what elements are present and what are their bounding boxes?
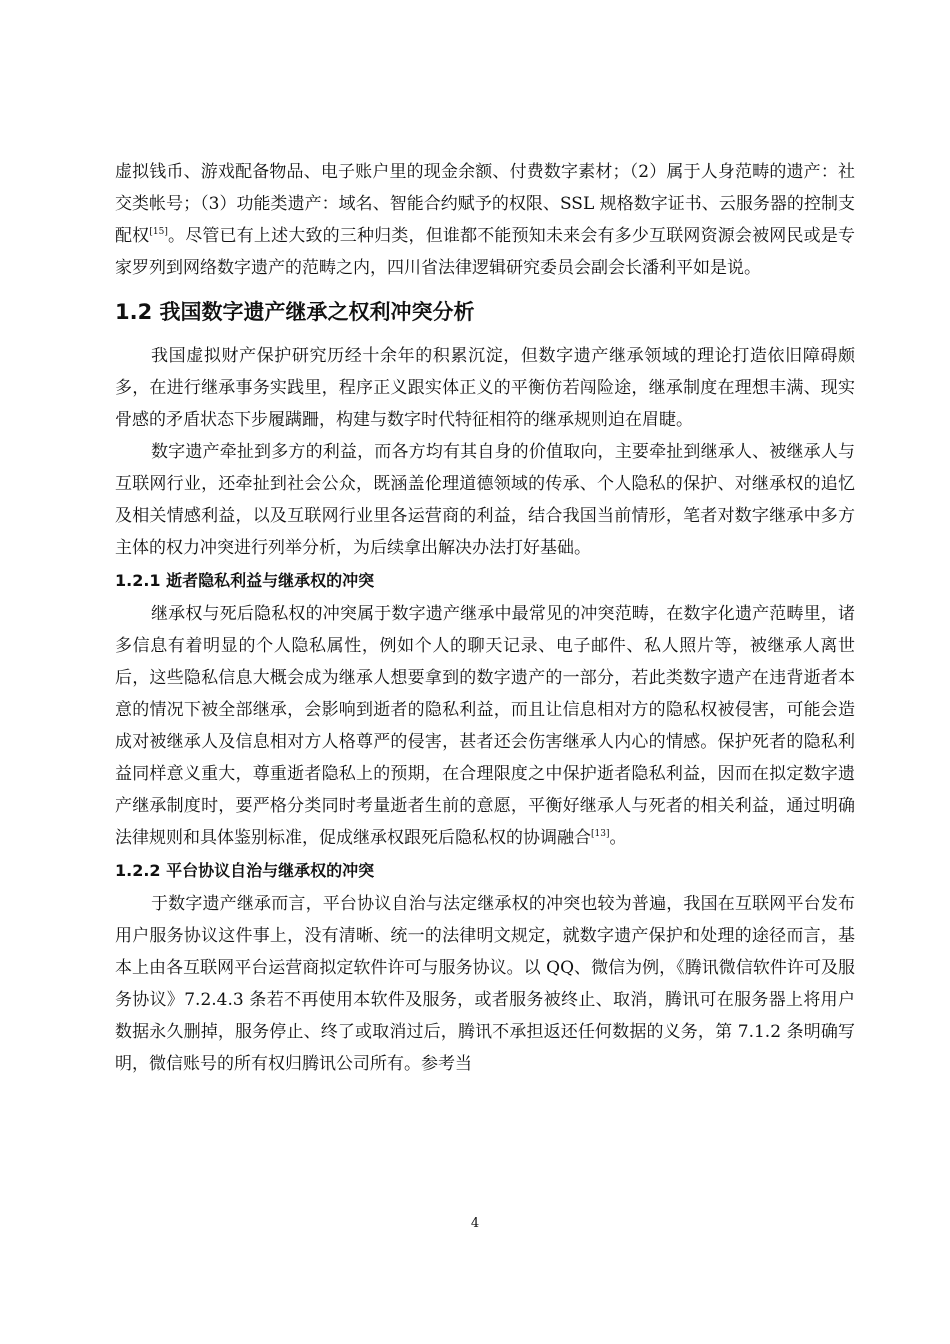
intro-text-continued: 。尽管已有上述大致的三种归类，但谁都不能预知未来会有多少互联网资源会被网民或是专家罗列到网络数字遗产的范畴之内，四川省法律逻辑研究委员会副会长潘利平如是说。 (115, 226, 855, 278)
section-heading-1-2-1: 1.2.1 逝者隐私利益与继承权的冲突 (115, 571, 375, 590)
section-heading-1-2-2: 1.2.2 平台协议自治与继承权的冲突 (115, 861, 375, 880)
section-1-2-2-paragraph: 于数字遗产继承而言，平台协议自治与法定继承权的冲突也较为普遍，我国在互联网平台发布用户服务协议这件事上，没有清晰、统一的法律明文规定，就数字遗产保护和处理的途径而言，基本上由各互联网平台运营商拟定软件许可与服务协议。以 QQ、微信为例，《腾讯微信软件许可及服务协议》7.2.4.3 条若不再使用本软件及服务，或者服务被终止、取消，腾讯可在服务器上将用户数据永久删掉，服务停止、终了或取消过后，腾讯不承担返还任何数据的义务，第 7.1.2 条明确写明，微信账号的所有权归腾讯公司所有。参考当 (115, 894, 855, 1074)
section-1-2-1-paragraph (115, 598, 855, 854)
section-1-2-paragraph-1: 我国虚拟财产保护研究历经十余年的积累沉淀，但数字遗产继承领域的理论打造依旧障碍颇多，在进行继承事务实践里，程序正义跟实体正义的平衡仿若闯险途，继承制度在理想丰满、现实骨感的矛盾状态下步履蹒跚，构建与数字时代特征相符的继承规则迫在眉睫。 (115, 346, 855, 430)
intro-text: 虚拟钱币、游戏配备物品、电子账户里的现金余额、付费数字素材；（2）属于人身范畴的遗产：社交类帐号；（3）功能类遗产：域名、智能合约赋予的权限、SSL 规格数字证书、云服务器的控制支配权 (115, 162, 855, 246)
citation-15: [15] (149, 227, 168, 237)
section-1-2-paragraph-2: 数字遗产牵扯到多方的利益，而各方均有其自身的价值取向，主要牵扯到继承人、被继承人与互联网行业，还牵扯到社会公众，既涵盖伦理道德领域的传承、个人隐私的保护、对继承权的追忆及相关情感利益，以及互联网行业里各运营商的利益，结合我国当前情形，笔者对数字继承中多方主体的权力冲突进行列举分析，为后续拿出解决办法打好基础。 (115, 442, 855, 558)
section-heading-1-2: 1.2 我国数字遗产继承之权利冲突分析 (115, 300, 475, 324)
document-body (115, 156, 855, 1080)
section-1-2-1-text: 继承权与死后隐私权的冲突属于数字遗产继承中最常见的冲突范畴，在数字化遗产范畴里，诸多信息有着明显的个人隐私属性，例如个人的聊天记录、电子邮件、私人照片等，被继承人离世后，这些隐私信息大概会成为继承人想要拿到的数字遗产的一部分，若此类数字遗产在违背逝者本意的情况下被全部继承，会影响到逝者的隐私利益，而且让信息相对方的隐私权被侵害，可能会造成对被继承人及信息相对方人格尊严的侵害，甚者还会伤害继承人内心的情感。保护死者的隐私利益同样意义重大，尊重逝者隐私上的预期，在合理限度之中保护逝者隐私利益，因而在拟定数字遗产继承制度时，要严格分类同时考量逝者生前的意愿，平衡好继承人与死者的相关利益，通过明确法律规则和具体鉴别标准，促成继承权跟死后隐私权的协调融合 (115, 604, 855, 848)
citation-13: [13] (591, 829, 610, 839)
page-number: 4 (470, 1216, 480, 1231)
section-1-2-1-text-end: 。 (609, 828, 627, 848)
intro-paragraph (115, 156, 855, 284)
